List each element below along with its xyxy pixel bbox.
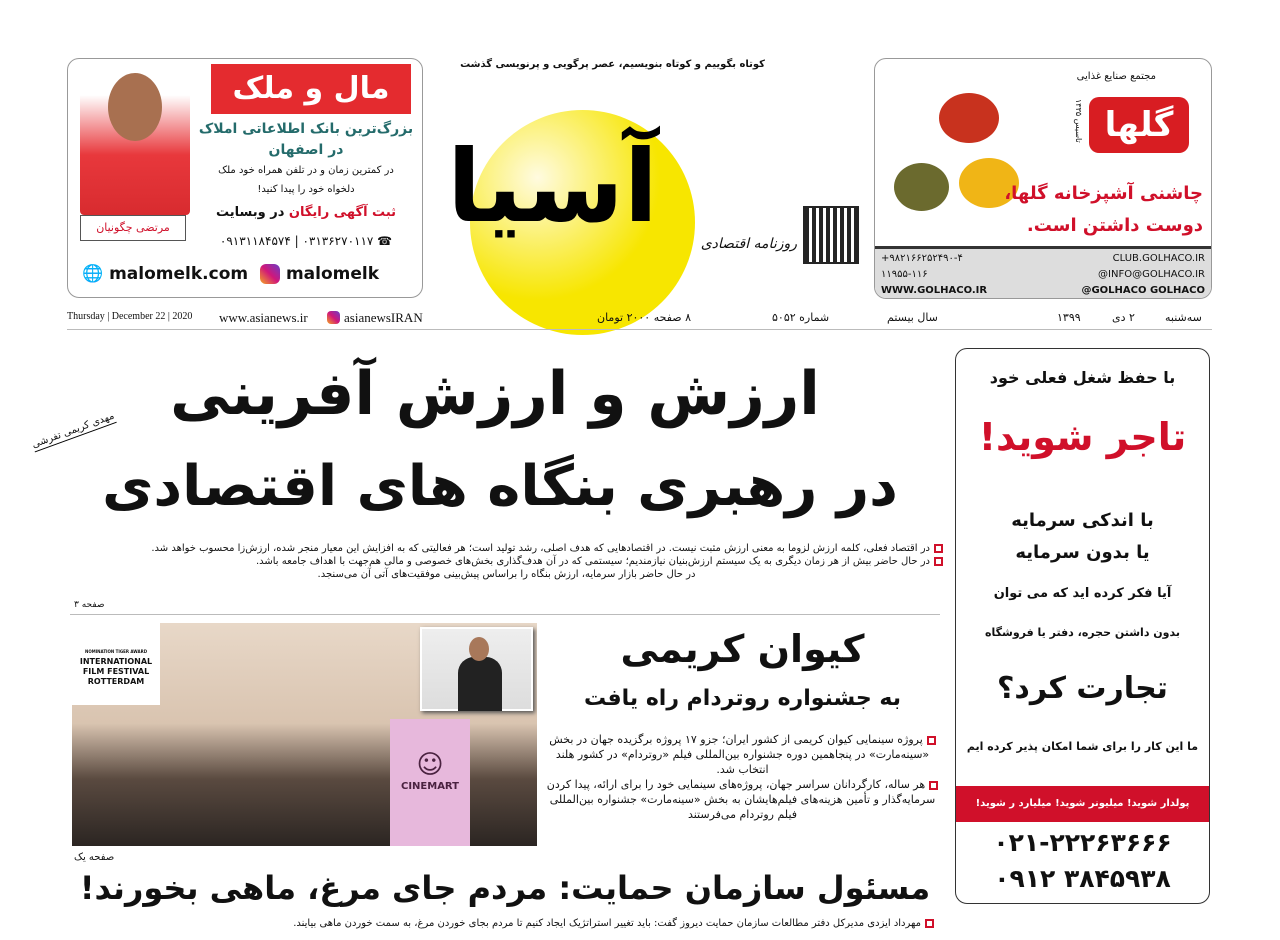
ad-web-row: 🌐 malomelk.com malomelk [82,264,380,284]
spices-photo [879,63,1029,243]
globe-icon: 🌐 [82,264,104,284]
story-bullets [545,732,940,822]
golha-ad[interactable] [874,58,1212,299]
bottom-headline[interactable]: مسئول سازمان حمایت: مردم جای مرغ، ماهی بخورند! [79,869,931,907]
divider [70,614,940,615]
newspaper-logo: آسیا [447,128,658,245]
ad-phones: ☎ ۰۳۱۳۶۲۷۰۱۱۷ | ۰۹۱۳۱۱۸۴۵۷۴ [219,234,393,248]
info-bar: Thursday | December 22 | 2020 www.asianews.ir asianewsIRAN ۸ صفحه ۲۰۰۰ تومان شماره ۵۰۵۲ سال بیستم ۱۳۹۹ ۲ دی سه‌شنبه [67,308,1212,330]
masthead-subtitle: روزنامه اقتصادی [700,236,797,252]
golha-logo: گلها [1089,97,1189,153]
malomelk-ad[interactable] [67,58,423,298]
cinemart-banner: ☺ CINEMART [390,719,470,846]
bullet: در اقتصاد فعلی، کلمه ارزش لزوما به معنی ارزش مثبت نیست. در اقتصادهایی که هدف اصلی، رشد تولید است؛ هر فعالیتی که به افزایش این معیار منجر شده، ارزش‌زا محسوب خواهد شد. [70,542,943,555]
slogan: چاشنی آشپزخانه گلها، [1004,183,1203,204]
contact-strip: +۹۸۲۱۶۶۲۵۲۴۹۰-۴ ۱۱۹۵۵-۱۱۶ WWW.GOLHACO.IR CLUB.GOLHACO.IR @INFO@GOLHACO.IR @GOLHACO GOLHACO [875,246,1211,298]
person-photo [80,65,190,215]
ad-line: در کمترین زمان و در تلفن همراه خود ملک [218,165,394,176]
tiger-icon: ☺ [416,750,444,780]
instagram-icon [327,311,340,324]
instagram-icon [260,264,280,284]
founded: تاسیس ۱۳۳۵ [1074,99,1083,143]
ad-line: دلخواه خود را پیدا کنید! [257,184,355,195]
lead-headline-2[interactable]: در رهبری بنگاه های اقتصادی [102,454,898,519]
lead-bullets [70,542,943,581]
qr-code[interactable] [805,208,857,262]
bottom-bullet: مهرداد ایزدی مدیرکل دفتر مطالعات سازمان حمایت دیروز گفت: باید تغییر استراتژیک ایجاد کنیم تا مردم بجای خوردن مرغ، به سمت خوردن ماهی بیایند. [70,916,940,932]
portrait-inset [420,627,533,711]
page-ref: صفحه ۳ [74,600,105,610]
lead-headline-1[interactable]: ارزش و ارزش آفرینی [170,359,820,429]
byline: مهدی کریمی تفرشی [30,410,116,451]
bullet: در حال حاضر بیش از هر زمان دیگری به یک سیستم ارزش‌بنیان نیازمندیم؛ سیستمی که در آن هدف‌گذاری بخش‌های خصوصی و مالی هم‌جهت با اهداف جامعه باشد. [70,555,943,568]
festival-badge: NOMINATION TIGER AWARD INTERNATIONAL FILM FESTIVAL ROTTERDAM [72,623,160,705]
ad-headline: بزرگ‌ترین بانک اطلاعاتی املاک [198,121,414,137]
ad-group: مجتمع صنایع غذایی [1076,71,1156,82]
malomelk-logo: مال و ملک [211,64,411,114]
merchant-ad[interactable]: با حفظ شغل فعلی خود تاجر شوید! با اندکی سرمایه یا بدون سرمایه آیا فکر کرده اید که می توان بدون داشتن حجره، دفتر یا فروشگاه تجارت کرد؟ ما این کار را برای شما امکان پذیر کرده ایم پولدار شوید! میلیونر شوید! میلیارد ر شوید! ۰۲۱-۲۲۲۶۳۶۶۶ ۰۹۱۲ ۳۸۴۵۹۳۸ [955,348,1210,904]
bottom-page-ref: صفحه یک [74,852,115,863]
ad-phone: ۰۲۱-۲۲۲۶۳۶۶۶ [993,828,1172,857]
website-link[interactable]: www.asianews.ir [219,310,308,325]
story-subtitle[interactable]: به جشنواره روتردام راه یافت [583,686,902,711]
bullet: پروژه سینمایی کیوان کریمی از کشور ایران؛ جزو ۱۷ پروژه برگزیده جهان در بخش «سینه‌مارت» در پنجاهمین دوره جشنواره بین‌المللی فیلم «روتردام» در کشور هلند انتخاب شد. [545,732,940,777]
tagline: کوتاه بگوییم و کوتاه بنویسیم، عصر پرگویی و پرنویسی گذشت [460,59,765,70]
bullet: در حال حاضر بازار سرمایه، ارزش بنگاه را براساس پیش‌بینی موفقیت‌های آتی آن می‌سنجد. [317,569,696,580]
story-title[interactable]: کیوان کریمی [620,627,865,671]
person-name: مرتضی چگونیان [80,215,186,241]
instagram-handle[interactable]: asianewsIRAN [344,310,423,325]
phone-icon: ☎ [373,234,393,248]
bullet: هر ساله، کارگردانان سراسر جهان، پروژه‌های سینمایی خود را برای ارائه، پیدا کردن سرمایه‌گذار و تأمین هزینه‌های فیلم‌هایشان به بخش «سینه‌مارت» جشنواره بین‌المللی فیلم روتردام می‌فرستند [545,777,940,822]
ad-red-banner: پولدار شوید! میلیونر شوید! میلیارد ر شوید! [956,786,1209,822]
slogan: دوست داشتن است. [1026,215,1203,236]
ad-phone: ۰۹۱۲ ۳۸۴۵۹۳۸ [994,864,1171,893]
ad-cta: ثبت آگهی رایگان در وبسایت [215,205,397,220]
festival-photo[interactable] [72,623,537,846]
ad-headline-city: در اصفهان [268,142,344,158]
